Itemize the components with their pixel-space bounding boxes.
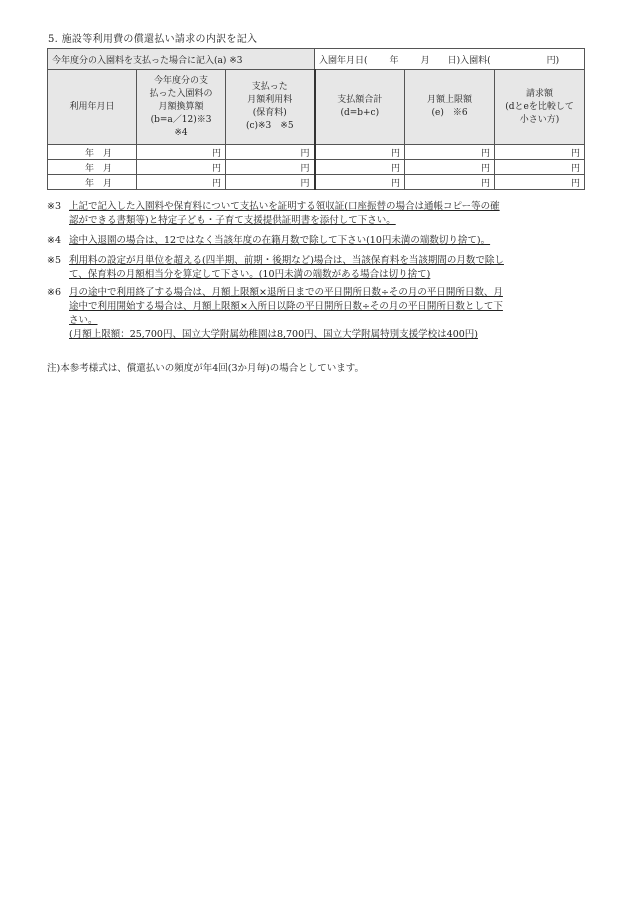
cell-date[interactable]: 年 月 (48, 145, 137, 160)
header-total-paid: 支払額合計 (d=b+c) (315, 70, 405, 145)
reimbursement-breakdown-table (47, 48, 585, 190)
cell-d[interactable]: 円 (315, 160, 405, 175)
note-3: ※3 上記で記入した入園料や保育料について支払いを証明する領収証(口座振替の場合は通帳コピー等の確 認ができる書類等)と特定子ども・子育て支援提供証明書を添付して下さい。 (47, 201, 500, 226)
cell-b[interactable]: 円 (137, 175, 226, 190)
admission-year-label: 年 (389, 55, 399, 66)
header-monthly-fee: 支払った 月額利用料 (保育料) (c)※3 ※5 (226, 70, 315, 145)
table-row (48, 175, 585, 190)
header-monthly-limit: 月額上限額 (e) ※6 (405, 70, 495, 145)
cell-e[interactable]: 円 (405, 175, 495, 190)
table-header-row (48, 70, 585, 145)
cell-f[interactable]: 円 (495, 145, 585, 160)
note-5: ※5 利用料の設定が月単位を超える(四半期、前期・後期など)場合は、当該保育料を当該期間の月数で除し て、保育料の月額相当分を算定して下さい。(10円未満の端数がある場合は切り捨て) (47, 255, 504, 280)
note-4: ※4 途中入退園の場合は、12ではなく当該年度の在籍月数で除して下さい(10円未満の端数切り捨て)。 (47, 235, 491, 246)
cell-f[interactable]: 円 (495, 175, 585, 190)
cell-e[interactable]: 円 (405, 160, 495, 175)
footnote: 注)本参考様式は、償還払いの頻度が年4回(3か月毎)の場合としています。 (47, 363, 364, 374)
header-claim-amount: 請求額 (dとeを比較して 小さい方) (495, 70, 585, 145)
cell-e[interactable]: 円 (405, 145, 495, 160)
note-6: ※6 月の途中で利用終了する場合は、月額上限額×退所日までの平日開所日数÷その月の平日開所日数、月 途中で利用開始する場合は、月額上限額×入所日以降の平日開所日数÷その月の平日開所日数として下 さい。 (月額上限額：25,700円、国立大学附属幼稚園は8,700円、国立大学附属特別支援学校は400円) (47, 287, 503, 340)
cell-date[interactable]: 年 月 (48, 160, 137, 175)
admission-date-prefix: 入園年月日( (319, 55, 368, 66)
cell-date[interactable]: 年 月 (48, 175, 137, 190)
cell-c[interactable]: 円 (226, 145, 315, 160)
admission-date-fee-field[interactable] (315, 49, 585, 70)
section-heading: 5. 施設等利用費の償還払い請求の内訳を記入 (48, 34, 258, 45)
cell-d[interactable]: 円 (315, 145, 405, 160)
admission-fee-label: 今年度分の入園料を支払った場合に記入(a) ※3 (48, 49, 315, 70)
cell-c[interactable]: 円 (226, 175, 315, 190)
admission-month-label: 月 (420, 55, 430, 66)
cell-f[interactable]: 円 (495, 160, 585, 175)
admission-fee-unit: 円) (546, 55, 560, 66)
cell-d[interactable]: 円 (315, 175, 405, 190)
cell-b[interactable]: 円 (137, 145, 226, 160)
header-monthly-admission: 今年度分の支 払った入園料の 月額換算額 (b=a／12)※3 ※4 (137, 70, 226, 145)
cell-c[interactable]: 円 (226, 160, 315, 175)
admission-fee-prefix: 日)入園料( (447, 55, 491, 66)
header-usage-date: 利用年月日 (48, 70, 137, 145)
table-row (48, 145, 585, 160)
cell-b[interactable]: 円 (137, 160, 226, 175)
table-row (48, 160, 585, 175)
